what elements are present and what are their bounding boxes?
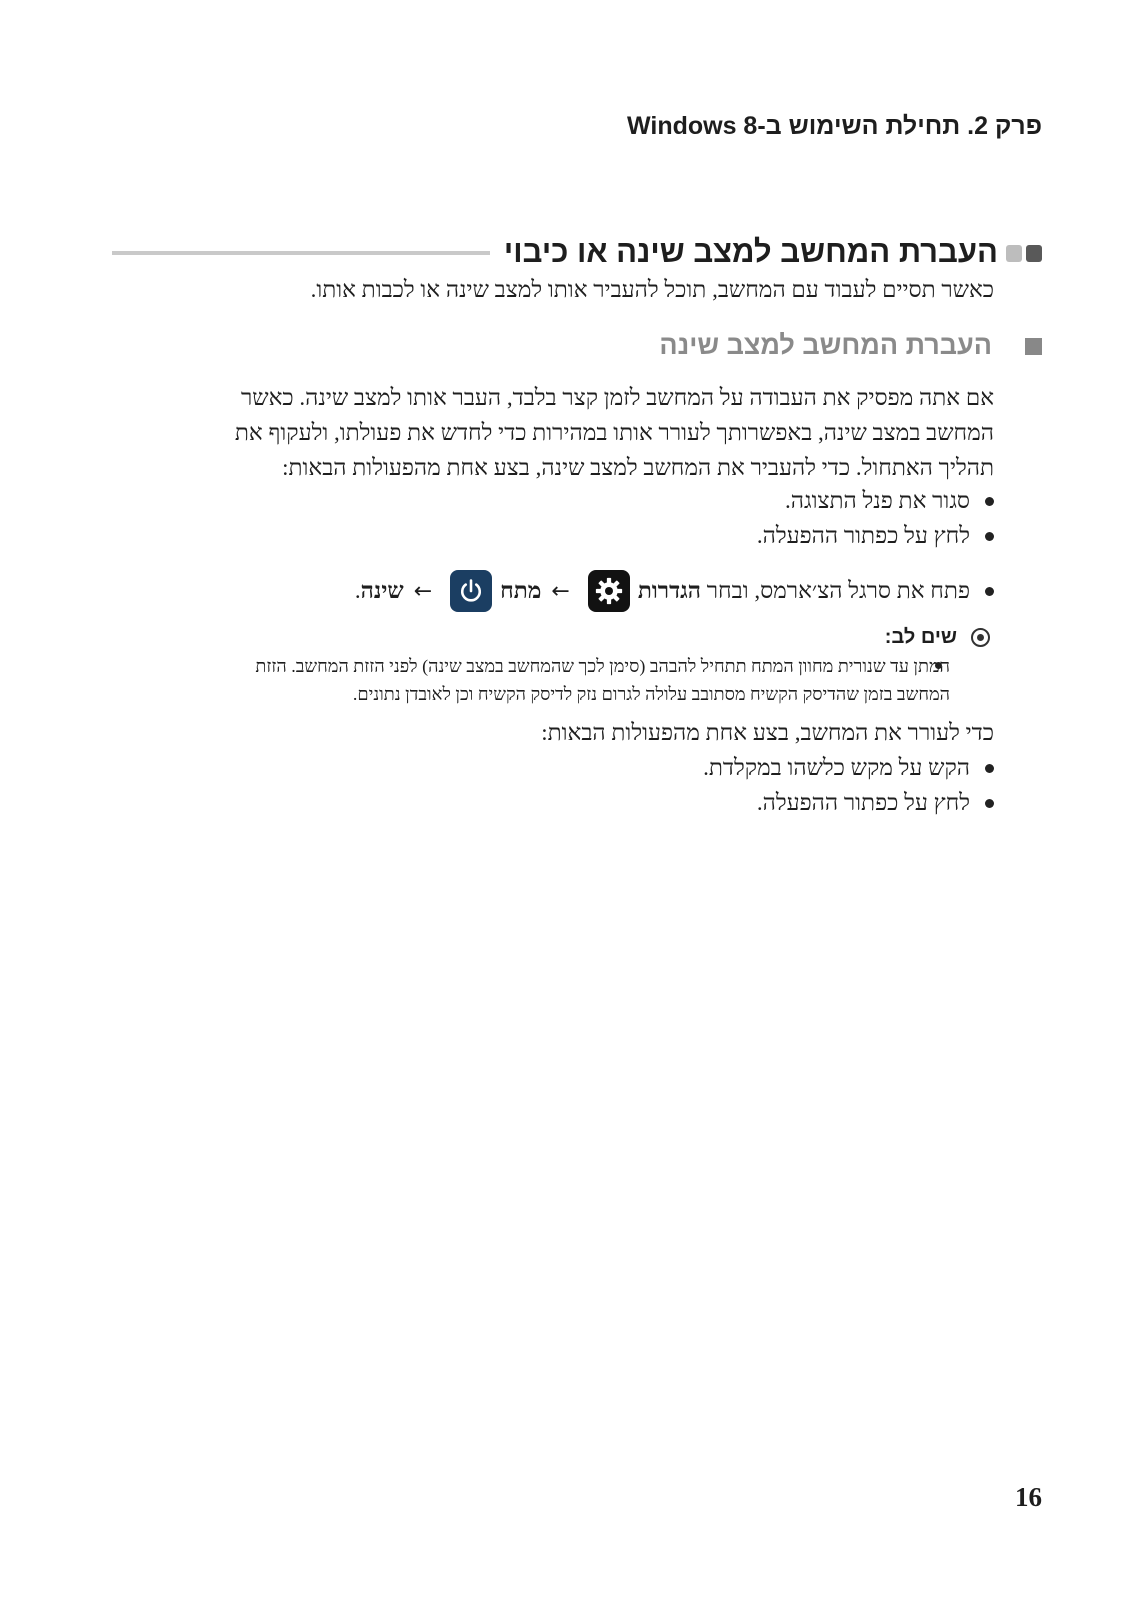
note-heading — [885, 622, 990, 652]
body-line: המחשב במצב שינה, באפשרותך לעורר אותו במהירות כדי לחדש את פעולתו, ולעקוף את — [234, 420, 994, 445]
power-icon — [450, 570, 492, 612]
subsection-heading — [102, 330, 1042, 370]
arrow-icon: ← — [413, 578, 433, 604]
body-line: תהליך האתחול. כדי להעביר את המחשב למצב שינה, בצע אחת מהפעולות הבאות: — [282, 455, 994, 480]
sleep-label: שינה — [360, 578, 404, 603]
bullet-icon — [985, 497, 994, 506]
section-heading — [112, 236, 1042, 272]
arrow-icon: ← — [551, 578, 570, 604]
list-item — [94, 483, 994, 518]
step-text: הקש על מקש כלשהו במקלדת. — [703, 755, 970, 780]
body-line: אם אתה מפסיק את העבודה על המחשב לזמן קצר בלבד, העבר אותו למצב שינה. כאשר — [241, 385, 994, 410]
step-text: לחץ על כפתור ההפעלה. — [756, 523, 970, 548]
step-text: סגור את פנל התצוגה. — [785, 488, 970, 513]
list-item — [94, 750, 994, 785]
subheading-square-icon — [1025, 338, 1042, 355]
section-title: העברת המחשב למצב שינה או כיבוי — [503, 234, 998, 269]
sleep-steps-list — [94, 483, 994, 553]
page-number: 16 — [1015, 1482, 1042, 1512]
step-end: . — [354, 578, 361, 603]
list-item — [94, 785, 994, 820]
bullet-icon — [985, 799, 994, 808]
list-item-charms — [94, 566, 994, 616]
heading-square-icon — [1026, 245, 1042, 262]
step-text: פתח את סרגל הצ׳ארמס, ובחר — [706, 578, 970, 603]
gear-icon — [588, 570, 630, 612]
settings-label: הגדרות — [637, 578, 701, 603]
step-text: לחץ על כפתור ההפעלה. — [756, 790, 970, 815]
note-title: שים לב: — [884, 625, 957, 648]
note-body — [140, 652, 950, 708]
wake-intro: כדי לעורר את המחשב, בצע אחת מהפעולות הבאות: — [541, 720, 994, 745]
note-icon — [971, 628, 990, 647]
wake-steps-list — [94, 750, 994, 820]
note-line: המתן עד שנורית מחוון המתח תתחיל להבהב (סימן לכך שהמחשב במצב שינה) לפני הזזת המחשב. הזזת — [255, 656, 950, 676]
bullet-icon — [985, 587, 994, 596]
bullet-icon — [985, 532, 994, 541]
subsection-body — [164, 380, 994, 485]
chapter-header: פרק 2. תחילת השימוש ב-Windows 8 — [627, 112, 1042, 140]
section-rule — [112, 251, 490, 255]
section-intro: כאשר תסיים לעבוד עם המחשב, תוכל להעביר אותו למצב שינה או לכבות אותו. — [310, 277, 994, 302]
bullet-icon — [985, 764, 994, 773]
power-label: מתח — [500, 578, 542, 603]
list-item — [94, 518, 994, 553]
subsection-title: העברת המחשב למצב שינה — [659, 330, 992, 360]
note-line: המחשב בזמן שהדיסק הקשיח מסתובב עלולה לגרום נזק לדיסק הקשיח וכן לאובדן נתונים. — [352, 684, 950, 704]
heading-square-icon — [1006, 245, 1022, 262]
